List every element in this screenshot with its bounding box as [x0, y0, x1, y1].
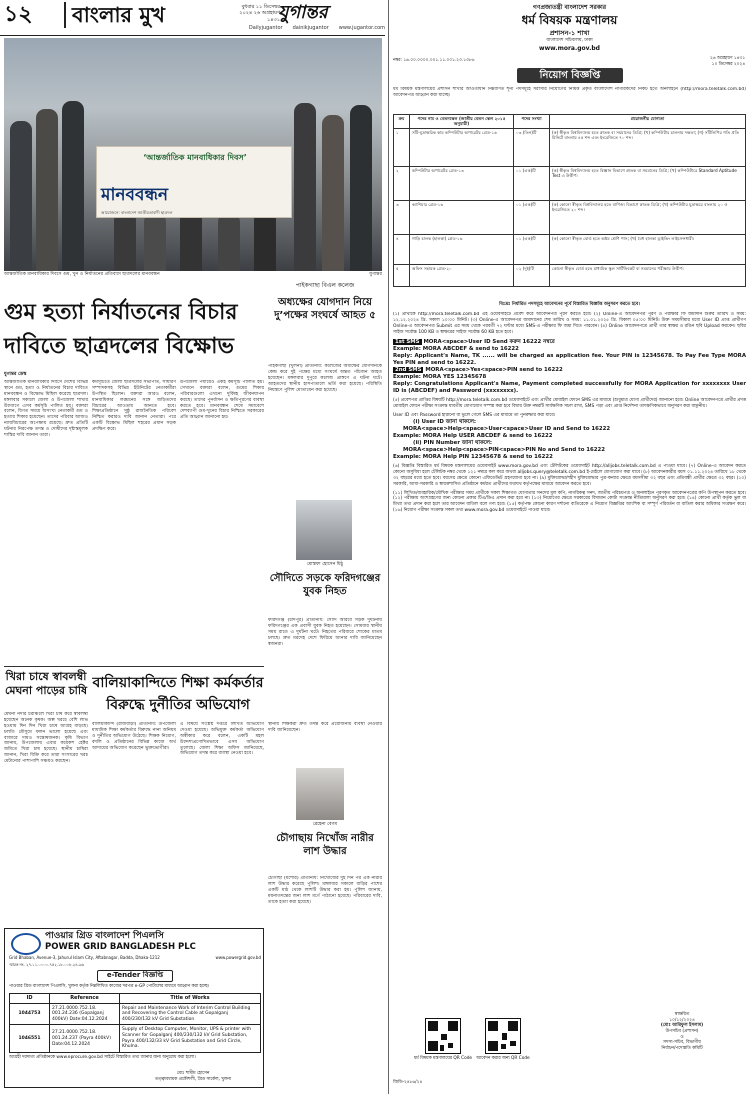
notice-paragraph: (৬) বিজ্ঞপ্তি বিস্তারিত ধর্ম বিষয়ক মন্ত্রণালয়ের ওয়েবসাইট www.mora.gov.bd এবং টেলিটকের ওয়েবসাইট http://alljobs.teletalk.com.bd এ পাওয়া যাবে। (৭) Online-এ আবেদন করতে কোনো অসুবিধা হলে টেলিটক নম্বর থেকে ১২১ নম্বরে কল করে অথবা alljobs.query@teletalk.com.bd ই-মেইলে যোগাযোগ করা যাবে। (৮) আবেদনকারীর বয়স ০১.১১.২০২৪ তারিখে ১৮ থেকে ৩২ বছরের মধ্যে হতে হবে। বয়সের ক্ষেত্রে কোনো এফিডেভিট গ্রহণযোগ্য হবে না। (৯) মুক্তিযোদ্ধা/শহীদ মুক্তিযোদ্ধার পুত্র-কন্যার ক্ষেত্রে বয়সসীমা ৩২ বছর এবং প্রতিবন্ধী প্রার্থীর ক্ষেত্রে ৩২ বছর। (১০) সরকারি, আধা-সরকারি ও স্বায়ত্তশাসিত প্রতিষ্ঠানে কর্মরত প্রার্থীদের যথাযথ কর্তৃপক্ষের মাধ্যমে আবেদন করতে হবে। [393, 463, 746, 487]
table-row: ২ কম্পিউটার অপারেটর গ্রেড-১৩ ০১ (এক)টি (ক) স্বীকৃত বিশ্ববিদ্যালয় হতে বিজ্ঞান বিভাগে স্নাতক বা সমমানের ডিগ্রি; (খ) কম্পিউটারে Standard Aptitude Test এ উত্তীর্ণ। [394, 166, 746, 200]
lead-photo [4, 38, 382, 271]
lead-headline[interactable]: গুম হত্যা নির্যাতনের বিচার দাবিতে ছাত্রদলের বিক্ষোভ [4, 300, 238, 359]
pgcb-ref: স্মারক নং- ২৭.১১.০০০০.৭৫২.১৮.০০৮.২৪-৯৬ [9, 962, 84, 967]
newspaper-logo: যুগান্তর [278, 2, 328, 23]
portrait-caption-2: রেহেনা বেগম [312, 822, 338, 827]
lead-body-col3: উপজেলা পর্যায়েও একই কর্মসূচি পালিত হয়। সেখানে বক্তারা বলেন, গুমের শিকার পরিবারগুলো এখনো দুর্বিষহ জীবনযাপন করছে। তাদের পুনর্বাসন ও ক্ষতিপূরণের ব্যবস্থা করতে হবে। মানববন্ধন শেষে সমাবেশে দেশব্যাপী গুম-খুনের বিচার নিশ্চিতে সরকারের প্রতি আহ্বান জানানো হয়। [180, 380, 264, 421]
twitter-handle[interactable]: dainikjugantor [292, 25, 329, 31]
issue-date: বুধবার ১১ ডিসেম্বর ২০২৪ ২৬ অগ্রহায়ণ ১৪৩১ [239, 4, 280, 23]
baliakandi-headline[interactable]: বালিয়াকান্দিতে শিক্ষা কর্মকর্তার বিরুদ্ধে দুর্নীতির অভিযোগ [92, 675, 264, 713]
recruitment-notice [388, 0, 749, 1094]
website-link[interactable]: www.jugantor.com [338, 25, 385, 31]
notice-body [393, 312, 746, 1006]
table-row: ৪ গাড়ি চালক (হালকা) গ্রেড-১৬ ০১ (এক)টি (ক) কোনো স্বীকৃত বোর্ড হতে অষ্টম শ্রেণি পাস; (খ) বৈধ হালকা ড্রাইভিং লাইসেন্সধারী। [394, 234, 746, 264]
side-story-kicker: পাইকগাছা বিএল কলেজ [295, 282, 355, 289]
photo-credit: যুগান্তর [369, 272, 382, 277]
divider [4, 666, 264, 667]
table-header: ক্রম [394, 115, 410, 129]
baliakandi-body-col2: এ বিষয়ে সংশ্লিষ্ট দপ্তরে লিখিত অভিযোগ দেওয়া হয়েছে। অভিযুক্ত কর্মকর্তা অভিযোগ অস্বীকার করে বলেন, একটি মহল উদ্দেশ্যপ্রণোদিতভাবে এসব অভিযোগ তুলেছে। জেলা শিক্ষা অফিস জানিয়েছে, অভিযোগ তদন্ত করে ব্যবস্থা নেওয়া হবে। [180, 722, 264, 757]
lead-body-col1: আন্তর্জাতিক মানবাধিকার দিবসে দেশের বিভিন্ন স্থানে গুম, হত্যা ও নির্যাতনের বিচার দাবিতে মানববন্ধন ও বিক্ষোভ মিছিল করেছে ছাত্রদল। মঙ্গলবার সকালে জেলা ও উপজেলা শাখার উদ্যোগে এসব কর্মসূচি পালিত হয়। বক্তারা বলেন, বিগত সময়ে অসংখ্য নেতাকর্মী গুম ও হত্যার শিকার হয়েছেন। তাদের পরিবার আজও ন্যায়বিচারের অপেক্ষায় রয়েছে। দ্রুত প্রতিটি ঘটনার নিরপেক্ষ তদন্ত ও দোষীদের দৃষ্টান্তমূলক শাস্তির দাবি জানান তারা। [4, 380, 88, 438]
qr-caption: ধর্ম বিষয়ক মন্ত্রণালয়ের QR Code [413, 1056, 473, 1061]
protest-banner [96, 146, 292, 218]
notice-branch: প্রশাসন-১ শাখা [549, 29, 590, 37]
khira-story-body: মেঘনা নদীর চরাঞ্চলে খিরা চাষ করে স্বাবলম্বী হয়েছেন অনেক কৃষক। অল্প খরচে বেশি লাভ হওয়ায় দিন দিন খিরা চাষে আগ্রহ বাড়ছে। চলতি মৌসুমে ফলন ভালো হয়েছে এবং বাজারে দামও সন্তোষজনক। কৃষি বিভাগ জানায়, উপজেলায় এবার কয়েকশ হেক্টর জমিতে খিরা চাষ হয়েছে। স্থানীয় চাষিরা জানান, খিরা বিক্রি করে তারা সংসারের খরচ মেটানোর পাশাপাশি সঞ্চয়ও করছেন। [4, 712, 88, 764]
qr-code-icon[interactable] [425, 1018, 461, 1054]
table-header: ID [10, 994, 50, 1004]
facebook-handle[interactable]: Dailyjugantor [248, 25, 283, 31]
table-row: 1046551 27.21.0000.752.18. 001.24.237 (Payra 400kV) Date:04.12.2024 Supply of Desktop Computer, Monitor, UPS & printer with Scanner for Gopalganj 400/230/132 kV Grid Substation, Payra 400/132/33 kV Grid Substation and Grid Circle, Khulna. [10, 1025, 261, 1053]
banner-footer-text: আয়োজনে: বাংলাদেশ জাতীয়তাবাদী ছাত্রদল [101, 210, 173, 215]
table-header: প্রয়োজনীয় যোগ্যতা [550, 115, 746, 129]
page-number: ১২ [4, 2, 33, 27]
table-header: Title of Works [120, 994, 261, 1004]
notice-paragraph: (৫) প্রবেশপত্র প্রাপ্তির বিষয়টি http://mora.teletalk.com.bd ওয়েবসাইটে এবং প্রার্থীর মোবাইল ফোনে SMS এর মাধ্যমে (শুধুমাত্র যোগ্য প্রার্থীদের) জানানো হবে। Online আবেদনপত্রে প্রার্থীর প্রদত্ত মোবাইল ফোনে পরীক্ষা সংক্রান্ত যাবতীয় যোগাযোগ সম্পন্ন করা হবে বিধায় উক্ত নম্বরটি সার্বক্ষণিক সচল রাখা, SMS পড়া এবং প্রাপ্ত নির্দেশনা তাৎক্ষণিকভাবে অনুসরণ করা বাঞ্ছনীয়। [393, 397, 746, 409]
saudi-story-headline[interactable]: সৌদিতে সড়কে ফরিদগঞ্জের যুবক নিহত [269, 573, 381, 597]
notice-signature: স্বাক্ষরিত ১০/১২/২০২৪ (মোঃ আরিফুল ইসলাম) উপসচিব (প্রশাসন) ও সদস্য-সচিব, বিভাগীয় নির্বাচন/পদোন্নতি কমিটি [660, 1012, 704, 1051]
notice-intro: ধর্ম বিষয়ক মন্ত্রণালয়ের প্রশাসন শাখার আওতাধীন নিম্নবর্ণিত শূন্য পদসমূহে সরাসরি নিয়োগের নিমিত্ত প্রকৃত বাংলাদেশি নাগরিকদের নিকট হতে অনলাইনে (http://mora.teletalk.com.bd) আবেদনপত্র আহ্বান করা যাচ্ছে। [393, 87, 746, 98]
pgcb-name-en: POWER GRID BANGLADESH PLC [45, 942, 196, 952]
table-row: ১ সাঁট-মুদ্রাক্ষরিক কাম কম্পিউটার অপারেটর গ্রেড-১৬ ০৩ (তিন)টি (ক) স্বীকৃত বিশ্ববিদ্যালয় হতে স্নাতক বা সমমানের ডিগ্রি; (খ) কম্পিউটার চালনায় দক্ষতা; (গ) সাঁটলিপির গতি প্রতি মিনিটে বাংলায় ৪৫ শব্দ এবং ইংরেজিতে ৭০ শব্দ। [394, 128, 746, 166]
masthead [0, 0, 385, 36]
pgcb-website[interactable]: www.powergrid.gov.bd [215, 955, 261, 960]
qr-code-icon[interactable] [485, 1018, 521, 1054]
portrait-photo [296, 500, 352, 560]
table-header: পদের সংখ্যা [514, 115, 550, 129]
notice-footer-id: জিডি-২৪৮৬/২৪ [393, 1080, 423, 1085]
banner-top-text: ‘আন্তর্জাতিক মানবাধিকার দিবস’ [143, 153, 247, 162]
lead-byline: যুগান্তর ডেস্ক [4, 372, 27, 377]
qr-caption: আবেদন করার জন্য QR Code [476, 1056, 530, 1061]
banner-main-text: মানববন্ধন [101, 185, 169, 205]
pgcb-name-bn: পাওয়ার গ্রিড বাংলাদেশ পিএলসি [45, 931, 164, 941]
pgcb-signature: মোঃ শামীম হোসেন তত্ত্বাবধায়ক প্রকৌশলী, গ্রিড সার্কেল, খুলনা [154, 1071, 232, 1082]
side-story-body: পাইকগাছা (খুলনা) প্রতিনিধি: কলেজের অধ্যক্ষের যোগদানকে কেন্দ্র করে দুই পক্ষের মধ্যে সংঘর্ষে অন্তত পাঁচজন আহত হয়েছেন। মঙ্গলবার দুপুরে কলেজ প্রাঙ্গণে এ ঘটনা ঘটে। আহতদের স্থানীয় হাসপাতালে ভর্তি করা হয়েছে। পরিস্থিতি নিয়ন্ত্রণে পুলিশ মোতায়েন করা হয়েছে। [268, 364, 382, 393]
social-links [150, 25, 385, 34]
sms-instructions: 1st SMS MORA<space>User ID Send করুন 16222 নম্বরে Example: MORA ABCDEF & send to 16222 Reply: Applicant's Name, TK ...... will be charged as application fee. Your PIN is 12345678. To Pay Fee Type MORA Yes PIN and send to 16222. 2nd SMS MORA<space>Yes<space>PIN send to 16222 Example: MORA YES 12345678 Reply: Congratulations Applicant's Name, Payment completed successfully for MORA Application for xxxxxxxx User ID is (ABCDEF) and Password (xxxxxxxx). [393, 338, 746, 394]
notice-secretariat: বাংলাদেশ সচিবালয়, ঢাকা [546, 38, 593, 43]
portrait-photo-2 [296, 768, 344, 820]
baliakandi-body-col1: বালিয়াকান্দি (রাজবাড়ী) প্রতিনিধি: উপজেলা মাধ্যমিক শিক্ষা কর্মকর্তার বিরুদ্ধে নানা অনিয়ম ও দুর্নীতির অভিযোগ উঠেছে। শিক্ষক নিয়োগ, বদলি ও প্রতিষ্ঠানের বিভিন্ন কাজে অর্থ আদায়ের অভিযোগ করেছেন ভুক্তভোগীরা। [92, 722, 176, 751]
side-story-headline[interactable]: অধ্যক্ষের যোগদান নিয়ে দু’পক্ষের সংঘর্ষে আহত ৫ [274, 297, 376, 321]
table-header: Reference [50, 994, 120, 1004]
page-section-title: বাংলার মুখ [64, 2, 214, 28]
notice-memo: নম্বর: ১৬.০০.০০০০.০০১.১১.০০১.২৩.১৩৮৬ [393, 58, 475, 63]
chougachha-body: চৌগাছা (যশোর) প্রতিনিধি: নিখোঁজের দুই দিন পর এক নারীর লাশ উদ্ধার করেছে পুলিশ। মঙ্গলবার সকালে বাড়ির পাশের একটি মাঠ থেকে লাশটি উদ্ধার করা হয়। পুলিশ জানায়, ময়নাতদন্তের জন্য লাশ মর্গে পাঠানো হয়েছে। পরিবারের দাবি, তাকে হত্যা করা হয়েছে। [268, 876, 382, 905]
table-row: 1044753 27.21.0000.752.18. 001.24.236 (Gopalganj 400kV) Date:04.12.2024 Repair and Maintenance Work of Interim Control Building and Recovering the Control Cable at Gopalganj 400/230/132 kV Grid Substation [10, 1003, 261, 1024]
table-row: ৩ ক্যাশিয়ার গ্রেড-১৬ ০১ (এক)টি (ক) কোনো স্বীকৃত বিশ্ববিদ্যালয় হতে বাণিজ্য বিভাগে স্নাতক ডিগ্রি; (খ) কম্পিউটার মুদ্রাক্ষরে বাংলায় ২০ ও ইংরেজিতে ২০ শব্দ। [394, 200, 746, 234]
portrait-caption: মোস্তফা হোসেন মিঠু [306, 562, 344, 567]
notice-website[interactable]: www.mora.gov.bd [539, 45, 600, 52]
notice-ministry: ধর্ম বিষয়ক মন্ত্রণালয় [521, 13, 618, 27]
notice-gov: গণপ্রজাতন্ত্রী বাংলাদেশ সরকার [532, 4, 607, 11]
pgcb-intro: পাওয়ার গ্রিড বাংলাদেশ পিএলসি, খুলনা কর্তৃক নিম্নলিখিত কাজের দরপত্র e-GP পোর্টালের মাধ্যমে আহ্বান করা হচ্ছে। [9, 984, 210, 989]
pgcb-title: e-Tender বিজ্ঞপ্তি [97, 970, 173, 982]
pgcb-tender-table [9, 993, 261, 1053]
pgcb-logo-icon [11, 933, 41, 955]
table-row: ৫ অফিস সহায়ক গ্রেড-২০ ০২ (দুই)টি কোনো স্বীকৃত বোর্ড হতে মাধ্যমিক স্কুল সার্টিফিকেট বা সমমানের পরীক্ষায় উত্তীর্ণ। [394, 264, 746, 286]
notice-paragraph: (১) প্রার্থীকে http://mora.teletalk.com.bd এই ওয়েবসাইটে প্রবেশ করে আবেদনপত্র পূরণ করতে হবে। (২) Online-এ আবেদনপত্র পূরণ ও পরীক্ষার ফি জমাদান শুরুর তারিখ ও সময়: ১২.১২.২০২৪ খ্রি. সকাল ১০:০০ মিনিট। (৩) Online-এ আবেদনপত্র জমাদানের শেষ তারিখ ও সময়: ১১.০১.২০২৫ খ্রি. বিকাল ০৫:০০ মিনিট। উক্ত সময়সীমার মধ্যে User ID প্রাপ্ত প্রার্থীগণ Online-এ আবেদনপত্র Submit এর সময় থেকে পরবর্তী ৭২ ঘণ্টার মধ্যে SMS-এ পরীক্ষার ফি জমা দিতে পারবেন। (৪) Online আবেদনপত্রে প্রার্থী তার স্বাক্ষর ও রঙিন ছবি Upload করবেন। ছবির সাইজ সর্বোচ্চ 100 KB ও স্বাক্ষরের সাইজ সর্বোচ্চ 60 KB হতে হবে। [393, 312, 746, 335]
posts-table [393, 114, 746, 287]
table-header: পদের নাম ও বেতনস্কেল (জাতীয় বেতন স্কেল ২০১৫ অনুযায়ী) [410, 115, 514, 129]
lead-body-col2: কর্মসূচিতে জেলা ছাত্রদলের সভাপতি, সাধারণ সম্পাদকসহ বিভিন্ন ইউনিটের নেতাকর্মীরা উপস্থিত ছিলেন। বক্তারা আরও বলেন, মানবাধিকার লঙ্ঘনের সঙ্গে জড়িতদের বিচারের আওতায় আনতে হবে। শিক্ষাপ্রতিষ্ঠানে সুষ্ঠু রাজনৈতিক পরিবেশ নিশ্চিত করারও দাবি জানান নেতারা। পরে একটি বিক্ষোভ মিছিল শহরের প্রধান সড়ক প্রদক্ষিণ করে। [92, 380, 176, 432]
pgcb-footer: আগ্রহী দরদাতা প্রতিষ্ঠানকে www.eprocure.gov.bd সাইটে বিস্তারিত তথ্য জানার জন্য অনুরোধ করা হলো। [9, 1055, 196, 1060]
khira-story-headline[interactable]: খিরা চাষে স্বাবলম্বী মেঘনা পাড়ের চাষি [4, 670, 88, 697]
pgcb-tender-ad [4, 928, 264, 1088]
notice-date: ২৬ অগ্রহায়ণ ১৪৩১ ১০ ডিসেম্বর ২০২৪ [709, 56, 745, 67]
notice-paragraph: (১১) লিখিত/ব্যবহারিক/মৌখিক পরীক্ষার সময় প্রার্থীকে সকল শিক্ষাগত যোগ্যতার সনদের মূল কপি, নাগরিকত্ব সনদ, জাতীয় পরিচয়পত্র ও অনলাইনে পূরণকৃত আবেদনপত্রের কপি উপস্থাপন করতে হবে। (১২) পরীক্ষায় অংশগ্রহণের জন্য কোনো প্রকার টিএ/ডিএ প্রদান করা হবে না। (১৩) নিয়োগের ক্ষেত্রে সরকারের বিদ্যমান কোটা সংক্রান্ত নীতিমালা অনুসরণ করা হবে। (১৪) কোনো প্রার্থী কর্তৃক ভুল বা মিথ্যা তথ্য প্রদান করা হলে তার আবেদন বাতিল বলে গণ্য হবে। (১৫) কর্তৃপক্ষ কোনো কারণ দর্শানো ব্যতিরেকে এ নিয়োগ বিজ্ঞপ্তির আংশিক বা সম্পূর্ণ পরিবর্তন বা বাতিল করার অধিকার সংরক্ষণ করে। (১৬) নিয়োগ পরীক্ষা সংক্রান্ত সকল তথ্য www.mora.gov.bd ওয়েবসাইটে পাওয়া যাবে। [393, 490, 746, 514]
table-note: বিঃদ্রঃ নির্ধারিত পদসমূহে আবেদনের পূর্বে বিস্তারিত বিজ্ঞপ্তি অনুসরণ করতে হবে। [499, 302, 640, 307]
baliakandi-body-col3: স্থানীয় শিক্ষকরা দ্রুত তদন্ত করে প্রয়োজনীয় ব্যবস্থা নেওয়ার দাবি জানিয়েছেন। [268, 722, 382, 733]
pin-retrieval: User ID এবং Password হারানো বা ভুলে গেলে SMS এর মাধ্যমে তা পুনরুদ্ধার করা যাবে। (i) User ID জানা থাকলে: MORA<space>Help<space>User<space>User ID and Send to 16222 Example: MORA Help USER ABCDEF & send to 16222 (ii) PIN Number জানা থাকলে: MORA<space>Help<space>PIN<space>PIN No and Send to 16222 Example: MORA Help PIN 12345678 & send to 16222 [393, 412, 611, 460]
notice-title: নিয়োগ বিজ্ঞপ্তি [517, 68, 623, 83]
chougachha-headline[interactable]: চৌগাছায় নিখোঁজ নারীর লাশ উদ্ধার [276, 833, 374, 857]
photo-caption: আন্তর্জাতিক মানবাধিকার দিবসে গুম, খুন ও নির্যাতনের প্রতিবাদে ছাত্রদলের মানববন্ধন যুগান্তর [4, 272, 382, 277]
saudi-story-body: ফরিদগঞ্জ (চাঁদপুর) প্রতিনিধি: সৌদি আরবে সড়ক দুর্ঘটনায় ফরিদগঞ্জের এক প্রবাসী যুবক নিহত হয়েছেন। সোমবার স্থানীয় সময় রাতে এ দুর্ঘটনা ঘটে। নিহতের পরিবারে শোকের মাতম চলছে। দ্রুত মরদেহ দেশে ফিরিয়ে আনার দাবি জানিয়েছেন স্বজনরা। [268, 618, 382, 647]
pgcb-address: Grid Bhaban, Avenue-3, Jahurul Islam City, Aftabnagar, Badda, Dhaka-1212 [9, 955, 160, 960]
